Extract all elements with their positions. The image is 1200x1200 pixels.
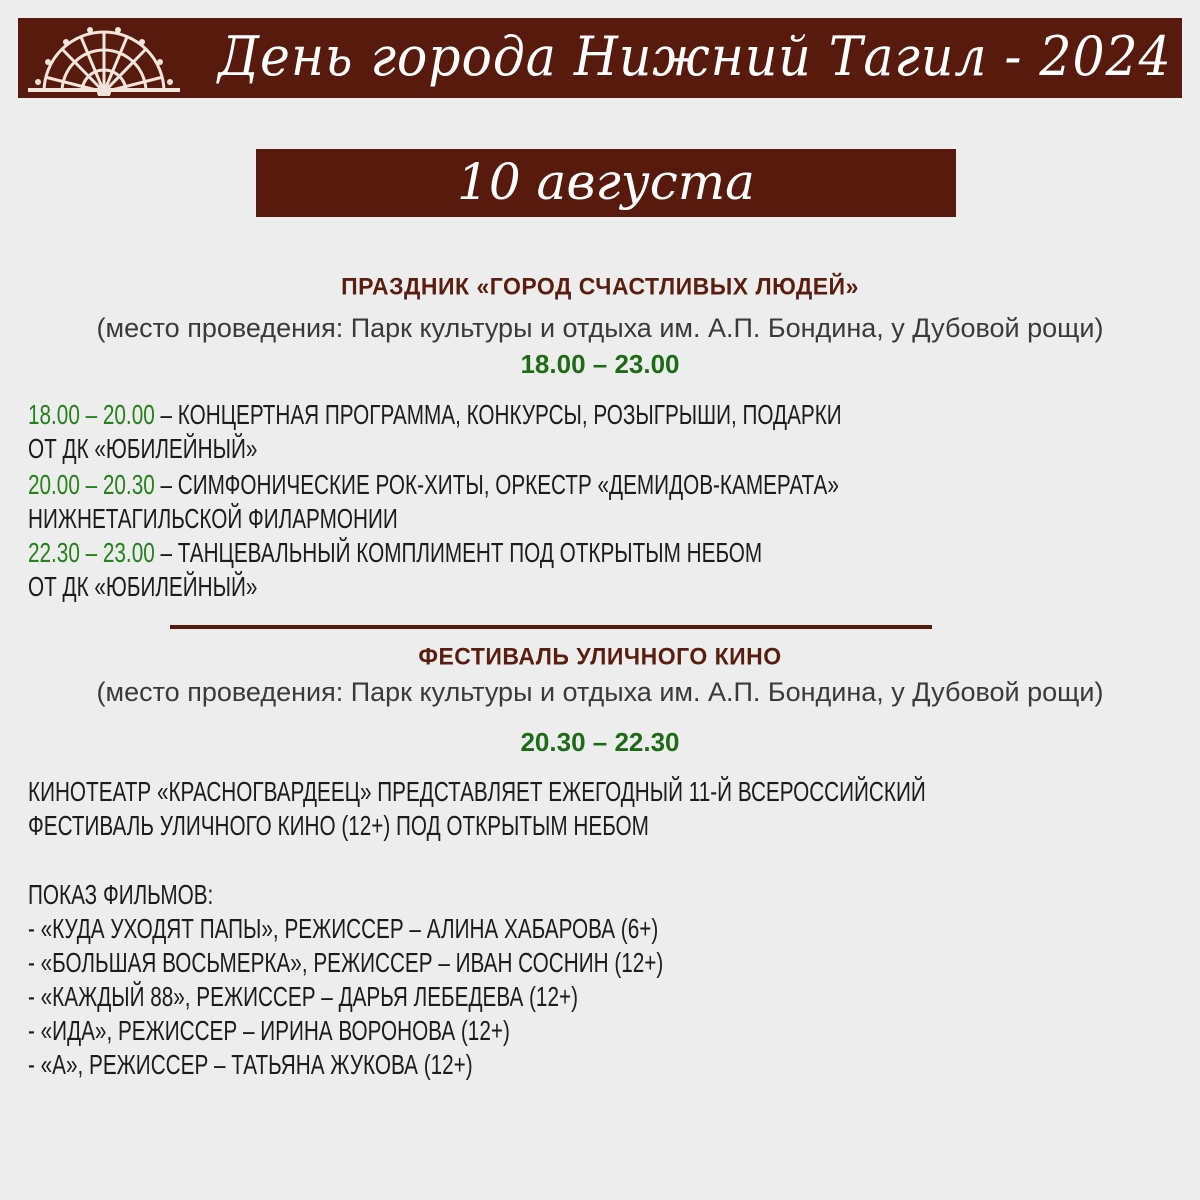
program-desc: – СИМФОНИЧЕСКИЕ РОК-ХИТЫ, ОРКЕСТР «ДЕМИДОВ-КАМЕРАТА» bbox=[154, 469, 839, 500]
wheel-emblem-icon bbox=[24, 22, 184, 96]
program-desc: – КОНЦЕРТНАЯ ПРОГРАММА, КОНКУРСЫ, РОЗЫГРЫШИ, ПОДАРКИ bbox=[154, 399, 842, 430]
program-time: 20.00 – 20.30 bbox=[28, 469, 155, 500]
film-item: - «КАЖДЫЙ 88», РЕЖИССЕР – ДАРЬЯ ЛЕБЕДЕВА (12+) bbox=[28, 981, 578, 1012]
date-banner bbox=[256, 149, 956, 217]
program-item bbox=[28, 536, 1178, 604]
program-time: 22.30 – 23.00 bbox=[28, 537, 155, 568]
film-item: - «КУДА УХОДЯТ ПАПЫ», РЕЖИССЕР – АЛИНА ХАБАРОВА (6+) bbox=[28, 913, 659, 944]
film-item: - «А», РЕЖИССЕР – ТАТЬЯНА ЖУКОВА (12+) bbox=[28, 1049, 473, 1080]
section1-title: ПРАЗДНИК «ГОРОД СЧАСТЛИВЫХ ЛЮДЕЙ» bbox=[341, 272, 859, 300]
section1-venue: (место проведения: Парк культуры и отдыха им. А.П. Бондина, у Дубовой рощи) bbox=[96, 313, 1104, 343]
festival-description bbox=[28, 775, 1178, 843]
program-time: 18.00 – 20.00 bbox=[28, 399, 155, 430]
date-text: 10 августа bbox=[457, 153, 755, 211]
section1-time-range: 18.00 – 23.00 bbox=[520, 349, 680, 379]
section-divider bbox=[170, 625, 932, 629]
program-desc: – ТАНЦЕВАЛЬНЫЙ КОМПЛИМЕНТ ПОД ОТКРЫТЫМ НЕБОМ bbox=[154, 537, 763, 568]
festival-description-line: ФЕСТИВАЛЬ УЛИЧНОГО КИНО (12+) ПОД ОТКРЫТЫМ НЕБОМ bbox=[28, 810, 649, 841]
section2-title: ФЕСТИВАЛЬ УЛИЧНОГО КИНО bbox=[418, 642, 782, 670]
program-desc-cont: ОТ ДК «ЮБИЛЕЙНЫЙ» bbox=[28, 571, 258, 602]
festival-description-line: КИНОТЕАТР «КРАСНОГВАРДЕЕЦ» ПРЕДСТАВЛЯЕТ ЕЖЕГОДНЫЙ 11-Й ВСЕРОССИЙСКИЙ bbox=[28, 776, 926, 807]
header-title: День города Нижний Тагил - 2024 bbox=[218, 25, 1172, 88]
films-list bbox=[28, 878, 1178, 1082]
program-desc-cont: ОТ ДК «ЮБИЛЕЙНЫЙ» bbox=[28, 433, 258, 464]
section2-time-range: 20.30 – 22.30 bbox=[520, 727, 680, 757]
program-desc-cont: НИЖНЕТАГИЛЬСКОЙ ФИЛАРМОНИИ bbox=[28, 503, 398, 534]
header-banner bbox=[18, 18, 1182, 98]
films-heading: ПОКАЗ ФИЛЬМОВ: bbox=[28, 879, 214, 910]
film-item: - «ИДА», РЕЖИССЕР – ИРИНА ВОРОНОВА (12+) bbox=[28, 1015, 510, 1046]
program-item bbox=[28, 398, 1178, 466]
section2-venue: (место проведения: Парк культуры и отдыха им. А.П. Бондина, у Дубовой рощи) bbox=[96, 677, 1104, 707]
program-item bbox=[28, 468, 1178, 536]
film-item: - «БОЛЬШАЯ ВОСЬМЕРКА», РЕЖИССЕР – ИВАН СОСНИН (12+) bbox=[28, 947, 664, 978]
